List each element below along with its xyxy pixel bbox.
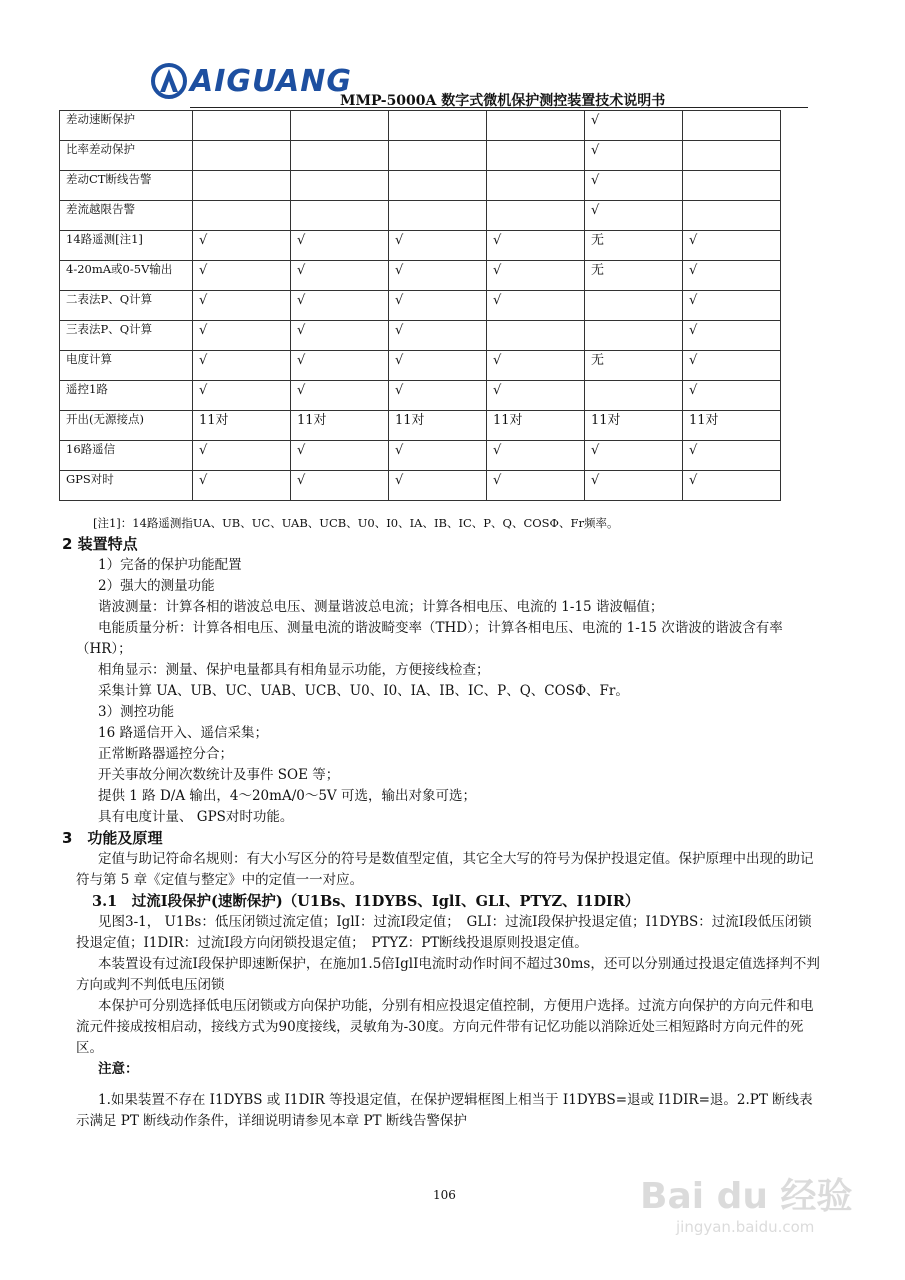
table-cell: √ (585, 201, 683, 231)
feature-line: 电能质量分析：计算各相电压、测量电流的谐波畸变率（THD）；计算各相电压、电流的 1-15 次谐波的谐波含有率（HR）； (76, 620, 783, 657)
page-header (150, 62, 810, 110)
table-cell: √ (291, 441, 389, 471)
table-cell: √ (487, 471, 585, 501)
table-cell: 11对 (291, 411, 389, 441)
table-cell (487, 141, 585, 171)
table-cell: √ (585, 171, 683, 201)
table-row (60, 261, 781, 291)
table-cell: √ (193, 351, 291, 381)
table-row (60, 111, 781, 141)
row-label: 差动CT断线告警 (60, 171, 193, 201)
table-cell (585, 291, 683, 321)
row-label: 4-20mA或0-5V输出 (60, 261, 193, 291)
document-title: MMP-5000A 数字式微机保护测控装置技术说明书 (340, 93, 666, 109)
feature-line: 2）强大的测量功能 (98, 578, 215, 594)
notice-label: 注意： (98, 1061, 139, 1077)
table-cell (585, 321, 683, 351)
table-row (60, 201, 781, 231)
table-cell: √ (193, 381, 291, 411)
row-label: 差流越限告警 (60, 201, 193, 231)
feature-line: 开关事故分闸次数统计及事件 SOE 等； (98, 767, 340, 783)
table-cell (683, 201, 781, 231)
table-cell: √ (683, 441, 781, 471)
table-cell (291, 141, 389, 171)
table-cell: √ (487, 381, 585, 411)
feature-line: 3）测控功能 (98, 704, 175, 720)
row-label: 比率差动保护 (60, 141, 193, 171)
table-cell: √ (193, 291, 291, 321)
table-cell (193, 141, 291, 171)
table-cell: √ (585, 111, 683, 141)
table-cell: √ (389, 261, 487, 291)
table-cell: √ (389, 291, 487, 321)
table-cell: 11对 (193, 411, 291, 441)
watermark-brand: Bai du 经验 (640, 1176, 853, 1217)
table-cell: √ (683, 351, 781, 381)
table-cell (291, 171, 389, 201)
table-cell: √ (683, 471, 781, 501)
table-cell: √ (487, 291, 585, 321)
table-cell: √ (683, 321, 781, 351)
feature-line: 16 路遥信开入、遥信采集； (98, 725, 268, 741)
table-cell: √ (193, 321, 291, 351)
logo-text: AIGUANG (190, 63, 352, 99)
table-cell (487, 111, 585, 141)
table-cell: √ (291, 351, 389, 381)
table-cell: 无 (585, 231, 683, 261)
table-row (60, 411, 781, 441)
paragraph: 见图3-1， U1Bs：低压闭锁过流定值；IglI：过流Ⅰ段定值； GLI：过流Ⅰ段保护投退定值；I1DYBS：过流Ⅰ段低压闭锁投退定值；I1DIR：过流Ⅰ段方向闭锁投退定值； PTYZ：PT断线投退原则投退定值。 (76, 914, 812, 951)
table-cell (291, 111, 389, 141)
row-label: 二表法P、Q计算 (60, 291, 193, 321)
table-cell: √ (291, 231, 389, 261)
table-cell: √ (487, 351, 585, 381)
header-divider (190, 107, 808, 108)
table-cell: √ (389, 471, 487, 501)
section-3-heading: 3 功能及原理 (62, 829, 163, 847)
table-cell: √ (193, 471, 291, 501)
table-cell (683, 141, 781, 171)
paragraph: 1.如果装置不存在 I1DYBS 或 I1DIR 等投退定值，在保护逻辑框图上相当于 I1DYBS=退或 I1DIR=退。2.PT 断线表示满足 PT 断线动作条件，详细说明请参见本章 PT 断线告警保护 (76, 1092, 813, 1129)
table-cell: 11对 (389, 411, 487, 441)
baidu-watermark (640, 1168, 860, 1248)
table-cell (389, 141, 487, 171)
table-cell: 11对 (585, 411, 683, 441)
row-label: 14路遥测[注1] (60, 231, 193, 261)
table-cell: √ (193, 231, 291, 261)
feature-table (59, 110, 781, 501)
row-label: 差动速断保护 (60, 111, 193, 141)
row-label: 电度计算 (60, 351, 193, 381)
table-cell: √ (291, 261, 389, 291)
table-cell: √ (683, 381, 781, 411)
table-cell (291, 201, 389, 231)
table-cell (193, 111, 291, 141)
table-cell (487, 171, 585, 201)
table-cell: √ (683, 291, 781, 321)
logo-emblem-icon (150, 62, 188, 100)
table-cell (683, 171, 781, 201)
table-row (60, 381, 781, 411)
table-cell: √ (389, 321, 487, 351)
table-cell: √ (291, 321, 389, 351)
table-row (60, 171, 781, 201)
row-label: 开出(无源接点) (60, 411, 193, 441)
row-label: 三表法P、Q计算 (60, 321, 193, 351)
section-2-heading: 2 装置特点 (62, 535, 138, 553)
table-cell: √ (389, 231, 487, 261)
table-row (60, 441, 781, 471)
table-cell (487, 321, 585, 351)
table-cell (193, 201, 291, 231)
table-row (60, 291, 781, 321)
table-cell: 无 (585, 351, 683, 381)
paragraph: 定值与助记符命名规则：有大小写区分的符号是数值型定值，其它全大写的符号为保护投退定值。保护原理中出现的助记符与第 5 章《定值与整定》中的定值一一对应。 (76, 851, 814, 888)
table-cell (585, 381, 683, 411)
table-cell (389, 111, 487, 141)
row-label: 遥控1路 (60, 381, 193, 411)
feature-line: 正常断路器遥控分合； (98, 746, 233, 762)
table-cell: √ (487, 261, 585, 291)
feature-line: 具有电度计量、 GPS对时功能。 (98, 809, 294, 825)
table-footnote: [注1]：14路遥测指UA、UB、UC、UAB、UCB、U0、I0、IA、IB、IC、P、Q、COSΦ、Fr频率。 (93, 516, 619, 530)
table-cell: 无 (585, 261, 683, 291)
table-cell: √ (193, 261, 291, 291)
watermark-url: jingyan.baidu.com (676, 1218, 815, 1236)
table-row (60, 351, 781, 381)
table-cell: √ (585, 141, 683, 171)
table-cell: √ (193, 441, 291, 471)
table-cell: √ (683, 231, 781, 261)
table-cell: √ (487, 231, 585, 261)
table-cell: √ (683, 261, 781, 291)
table-row (60, 321, 781, 351)
document-body (62, 534, 820, 1132)
table-cell: √ (291, 471, 389, 501)
subsection-3-1-heading: 3.1 过流Ⅰ段保护(速断保护)（U1Bs、I1DYBS、IglI、GLI、PTYZ、I1DIR） (92, 893, 640, 910)
table-cell (487, 201, 585, 231)
row-label: GPS对时 (60, 471, 193, 501)
table-cell: √ (389, 381, 487, 411)
page-number: 106 (433, 1188, 456, 1202)
table-cell: √ (291, 291, 389, 321)
table-cell: √ (389, 441, 487, 471)
paragraph: 本装置设有过流Ⅰ段保护即速断保护，在施加1.5倍IglⅠ电流时动作时间不超过30ms，还可以分别通过投退定值选择判不判方向或判不判低电压闭锁 (76, 956, 820, 993)
table-cell: √ (585, 471, 683, 501)
feature-line: 相角显示：测量、保护电量都具有相角显示功能，方便接线检查； (98, 662, 490, 678)
company-logo (150, 62, 352, 100)
table-cell: 11对 (683, 411, 781, 441)
table-row (60, 471, 781, 501)
table-cell: 11对 (487, 411, 585, 441)
feature-line: 提供 1 路 D/A 输出，4～20mA/0～5V 可选，输出对象可选； (98, 788, 476, 804)
paragraph: 本保护可分别选择低电压闭锁或方向保护功能，分别有相应投退定值控制，方便用户选择。过流方向保护的方向元件和电流元件接成按相启动，接线方式为90度接线，灵敏角为-30度。方向元件带有记忆功能以消除近处三相短路时方向元件的死区。 (76, 998, 814, 1056)
table-cell: √ (585, 441, 683, 471)
table-cell (389, 171, 487, 201)
table-cell: √ (291, 381, 389, 411)
feature-line: 谐波测量：计算各相的谐波总电压、测量谐波总电流；计算各相电压、电流的 1-15 谐波幅值； (98, 599, 664, 615)
table-row (60, 231, 781, 261)
table-cell (389, 201, 487, 231)
table-cell: √ (389, 351, 487, 381)
table-cell (683, 111, 781, 141)
feature-line: 采集计算 UA、UB、UC、UAB、UCB、U0、I0、IA、IB、IC、P、Q、COSΦ、Fr。 (98, 683, 629, 699)
table-row (60, 141, 781, 171)
table-cell: √ (487, 441, 585, 471)
table-cell (193, 171, 291, 201)
feature-line: 1）完备的保护功能配置 (98, 557, 242, 573)
row-label: 16路遥信 (60, 441, 193, 471)
